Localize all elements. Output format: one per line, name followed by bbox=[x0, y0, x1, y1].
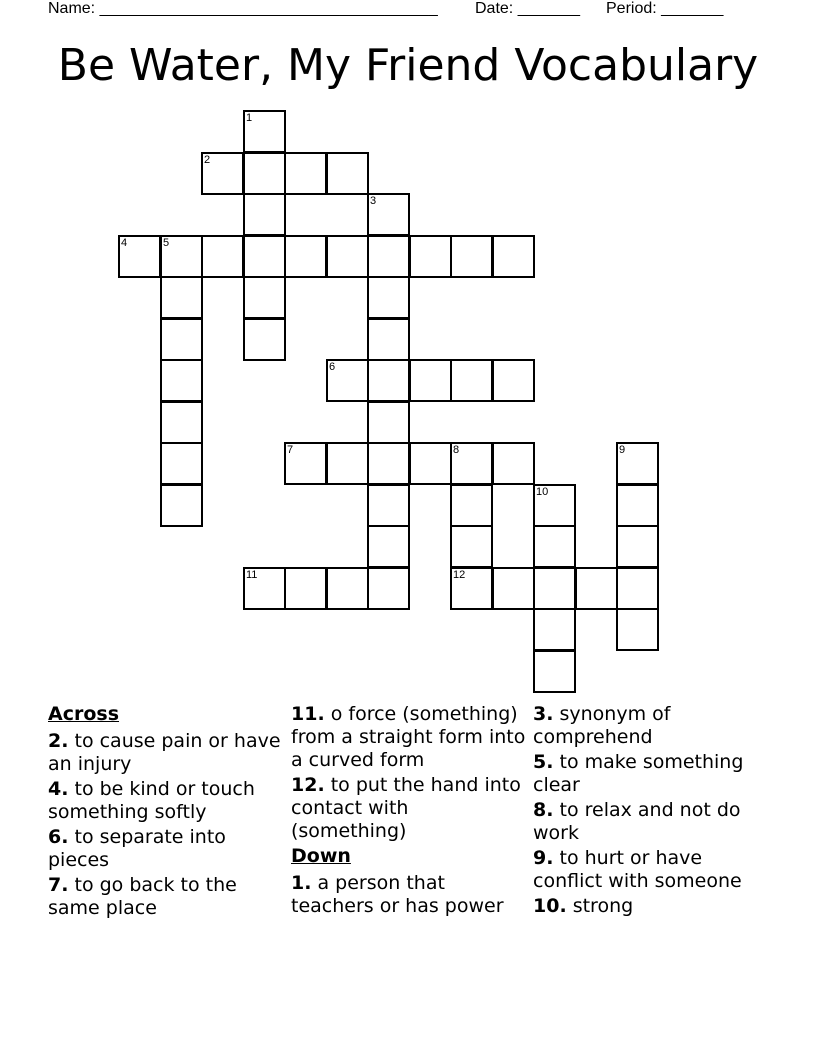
grid-cell[interactable] bbox=[533, 525, 576, 568]
clue-text: to put the hand into contact with (something) bbox=[291, 774, 521, 842]
grid-cell-number: 1 bbox=[246, 112, 253, 124]
clue-text: to hurt or have conflict with someone bbox=[533, 847, 742, 892]
grid-cell[interactable] bbox=[450, 442, 493, 485]
across-heading: Across bbox=[48, 703, 120, 725]
grid-cell-number: 12 bbox=[453, 569, 466, 581]
grid-cell[interactable] bbox=[616, 484, 659, 527]
clue-text: synonym of comprehend bbox=[533, 703, 671, 748]
grid-cell[interactable] bbox=[326, 442, 369, 485]
grid-cell[interactable] bbox=[160, 484, 203, 527]
grid-cell[interactable] bbox=[367, 401, 410, 444]
clue-text: to be kind or touch something softly bbox=[48, 778, 255, 823]
grid-cell[interactable] bbox=[243, 235, 286, 278]
name-field-label: Name: ______________________________________ bbox=[48, 0, 438, 17]
grid-cell[interactable] bbox=[326, 235, 369, 278]
grid-cell[interactable] bbox=[160, 359, 203, 402]
clue-down-3 bbox=[533, 703, 773, 749]
grid-cell[interactable] bbox=[118, 235, 161, 278]
grid-cell[interactable] bbox=[450, 359, 493, 402]
grid-cell[interactable] bbox=[160, 401, 203, 444]
grid-cell[interactable] bbox=[367, 359, 410, 402]
grid-cell-number: 9 bbox=[619, 444, 626, 456]
grid-cell[interactable] bbox=[616, 525, 659, 568]
grid-cell[interactable] bbox=[243, 318, 286, 361]
grid-cell[interactable] bbox=[201, 152, 244, 195]
clue-number: 3. bbox=[533, 703, 554, 725]
grid-cell[interactable] bbox=[533, 484, 576, 527]
grid-cell[interactable] bbox=[492, 359, 535, 402]
clue-text: to cause pain or have an injury bbox=[48, 730, 281, 775]
period-field-label: Period: _______ bbox=[606, 0, 724, 17]
grid-cell[interactable] bbox=[616, 608, 659, 651]
grid-cell[interactable] bbox=[243, 110, 286, 153]
clue-column-1 bbox=[48, 703, 284, 922]
grid-cell[interactable] bbox=[160, 442, 203, 485]
clue-down-1 bbox=[291, 872, 527, 918]
grid-cell[interactable] bbox=[533, 567, 576, 610]
grid-cell[interactable] bbox=[367, 484, 410, 527]
grid-cell-number: 2 bbox=[204, 154, 211, 166]
clue-number: 1. bbox=[291, 872, 312, 894]
grid-cell[interactable] bbox=[243, 152, 286, 195]
grid-cell[interactable] bbox=[284, 152, 327, 195]
grid-cell[interactable] bbox=[284, 442, 327, 485]
clue-down-8 bbox=[533, 799, 773, 845]
clue-number: 4. bbox=[48, 778, 69, 800]
grid-cell[interactable] bbox=[284, 235, 327, 278]
clue-number: 12. bbox=[291, 774, 325, 796]
grid-cell[interactable] bbox=[450, 525, 493, 568]
grid-cell[interactable] bbox=[160, 276, 203, 319]
grid-cell[interactable] bbox=[616, 567, 659, 610]
clue-text: strong bbox=[566, 895, 634, 917]
grid-cell[interactable] bbox=[492, 235, 535, 278]
clue-number: 11. bbox=[291, 703, 325, 725]
grid-cell[interactable] bbox=[367, 276, 410, 319]
grid-cell[interactable] bbox=[409, 442, 452, 485]
grid-cell[interactable] bbox=[326, 567, 369, 610]
clue-across-11 bbox=[291, 703, 527, 772]
clue-down-5 bbox=[533, 751, 773, 797]
clue-column-2 bbox=[291, 703, 527, 920]
grid-cell-number: 4 bbox=[121, 237, 128, 249]
grid-cell[interactable] bbox=[492, 442, 535, 485]
grid-cell[interactable] bbox=[367, 235, 410, 278]
date-field-label: Date: _______ bbox=[475, 0, 580, 17]
grid-cell[interactable] bbox=[160, 318, 203, 361]
grid-cell[interactable] bbox=[367, 525, 410, 568]
clue-number: 6. bbox=[48, 826, 69, 848]
clue-number: 5. bbox=[533, 751, 554, 773]
grid-cell[interactable] bbox=[409, 235, 452, 278]
grid-cell[interactable] bbox=[367, 193, 410, 236]
grid-cell[interactable] bbox=[367, 567, 410, 610]
grid-cell[interactable] bbox=[284, 567, 327, 610]
grid-cell[interactable] bbox=[201, 235, 244, 278]
grid-cell[interactable] bbox=[533, 650, 576, 693]
clue-column-3 bbox=[533, 703, 773, 920]
clue-text: to relax and not do work bbox=[533, 799, 741, 844]
clue-across-4 bbox=[48, 778, 284, 824]
clue-text: to separate into pieces bbox=[48, 826, 226, 871]
grid-cell[interactable] bbox=[326, 152, 369, 195]
clue-across-12 bbox=[291, 774, 527, 843]
clue-number: 9. bbox=[533, 847, 554, 869]
clue-down-9 bbox=[533, 847, 773, 893]
clue-number: 7. bbox=[48, 874, 69, 896]
page-title: Be Water, My Friend Vocabulary bbox=[57, 40, 759, 91]
clue-text: o force (something) from a straight form into a curved form bbox=[291, 703, 526, 771]
grid-cell[interactable] bbox=[367, 318, 410, 361]
clue-across-2 bbox=[48, 730, 284, 776]
grid-cell[interactable] bbox=[367, 442, 410, 485]
grid-cell-number: 10 bbox=[536, 486, 549, 498]
grid-cell[interactable] bbox=[243, 193, 286, 236]
clue-number: 2. bbox=[48, 730, 69, 752]
grid-cell-number: 8 bbox=[453, 444, 460, 456]
grid-cell[interactable] bbox=[326, 359, 369, 402]
down-heading: Down bbox=[291, 845, 351, 867]
clue-across-7 bbox=[48, 874, 284, 920]
clue-text: to make something clear bbox=[533, 751, 744, 796]
grid-cell-number: 6 bbox=[329, 361, 336, 373]
grid-cell[interactable] bbox=[243, 276, 286, 319]
clue-number: 8. bbox=[533, 799, 554, 821]
grid-cell[interactable] bbox=[409, 359, 452, 402]
clue-across-6 bbox=[48, 826, 284, 872]
clue-text: to go back to the same place bbox=[48, 874, 237, 919]
clue-number: 10. bbox=[533, 895, 567, 917]
grid-cell-number: 7 bbox=[287, 444, 294, 456]
grid-cell[interactable] bbox=[160, 235, 203, 278]
grid-cell-number: 3 bbox=[370, 195, 377, 207]
grid-cell[interactable] bbox=[450, 567, 493, 610]
grid-cell[interactable] bbox=[243, 567, 286, 610]
grid-cell[interactable] bbox=[492, 567, 535, 610]
grid-cell[interactable] bbox=[533, 608, 576, 651]
clue-down-10 bbox=[533, 895, 773, 918]
grid-cell-number: 11 bbox=[246, 569, 258, 581]
grid-cell[interactable] bbox=[575, 567, 618, 610]
grid-cell[interactable] bbox=[450, 484, 493, 527]
grid-cell[interactable] bbox=[450, 235, 493, 278]
grid-cell-number: 5 bbox=[163, 237, 170, 249]
clue-text: a person that teachers or has power bbox=[291, 872, 504, 917]
grid-cell[interactable] bbox=[616, 442, 659, 485]
